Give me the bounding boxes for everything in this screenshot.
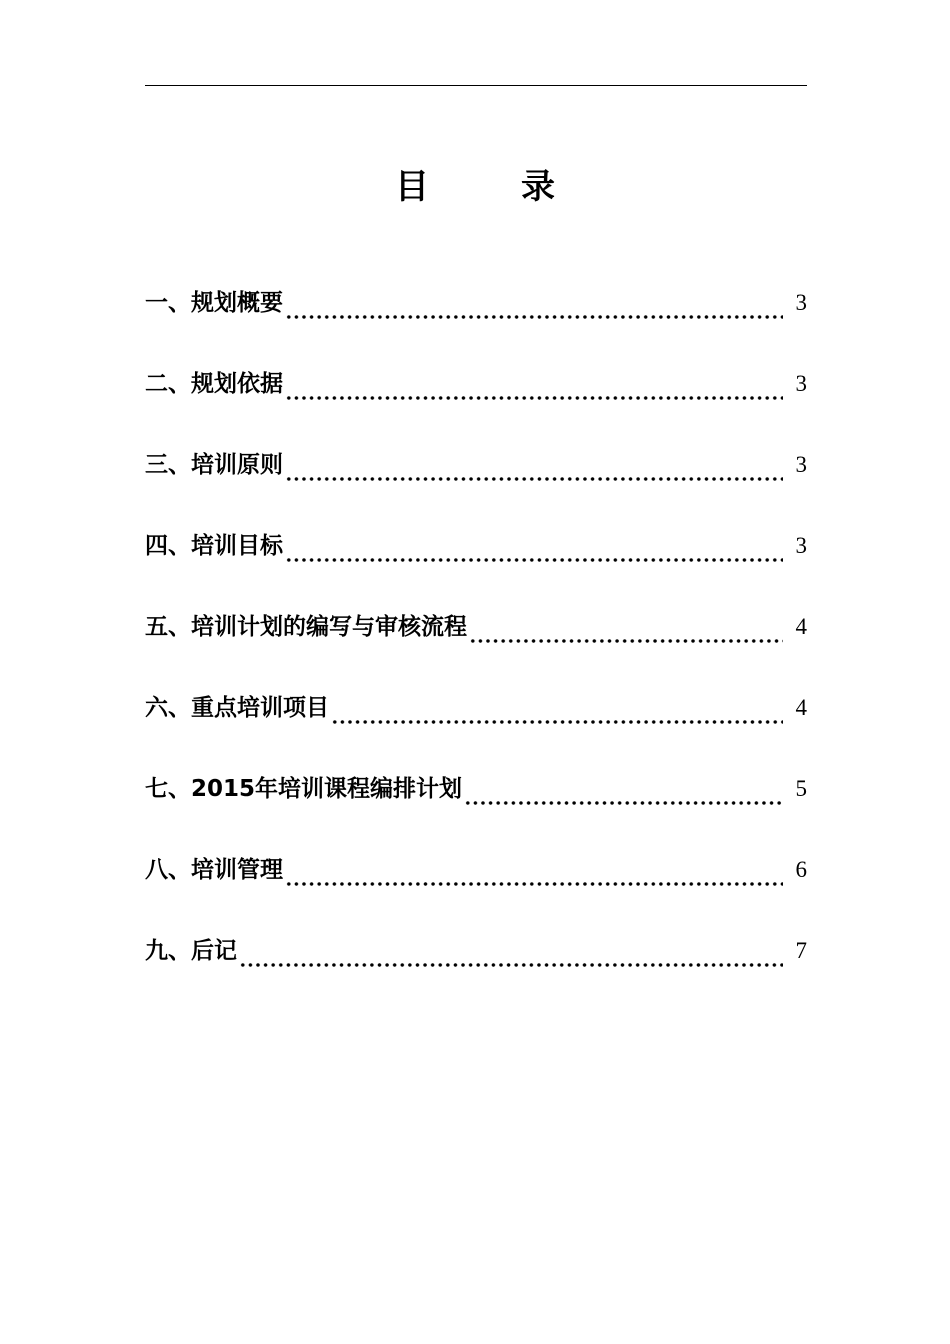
toc-title-left: 目 [395,167,429,207]
toc-entry-9[interactable] [145,928,807,1009]
toc-title-right: 录 [521,167,555,207]
toc-entry-6[interactable] [145,685,807,766]
dot-leader [285,315,783,319]
dot-leader [331,720,783,724]
toc-list [145,280,807,1009]
toc-entry-page: 6 [795,857,807,882]
toc-entry-page: 3 [795,533,807,558]
toc-entry-page: 3 [795,290,807,315]
toc-entry-label: 三、培训原则 [145,452,283,478]
toc-entry-label: 五、培训计划的编写与审核流程 [145,614,467,640]
toc-entry-label: 二、规划依据 [145,371,283,397]
toc-entry-4[interactable] [145,523,807,604]
dot-leader [285,882,783,886]
toc-entry-label: 一、规划概要 [145,290,283,316]
toc-entry-7[interactable] [145,766,807,847]
toc-entry-page: 7 [795,938,807,963]
toc-entry-page: 3 [795,452,807,477]
toc-entry-5[interactable] [145,604,807,685]
toc-entry-1[interactable] [145,280,807,361]
dot-leader [285,396,783,400]
toc-entry-2[interactable] [145,361,807,442]
toc-entry-label: 七、2015年培训课程编排计划 [145,776,463,802]
dot-leader [285,558,783,562]
toc-title [0,162,950,212]
toc-entry-label: 八、培训管理 [145,857,283,883]
toc-entry-page: 4 [795,695,807,720]
toc-entry-page: 3 [795,371,807,396]
toc-entry-label: 四、培训目标 [145,533,283,559]
toc-entry-label: 六、重点培训项目 [145,695,329,721]
toc-entry-8[interactable] [145,847,807,928]
toc-entry-page: 4 [795,614,807,639]
dot-leader [469,639,783,643]
toc-entry-page: 5 [795,776,807,801]
dot-leader [464,801,783,805]
toc-entry-3[interactable] [145,442,807,523]
toc-entry-label: 九、后记 [145,938,237,964]
header-rule [145,85,807,86]
dot-leader [239,963,783,967]
dot-leader [285,477,783,481]
